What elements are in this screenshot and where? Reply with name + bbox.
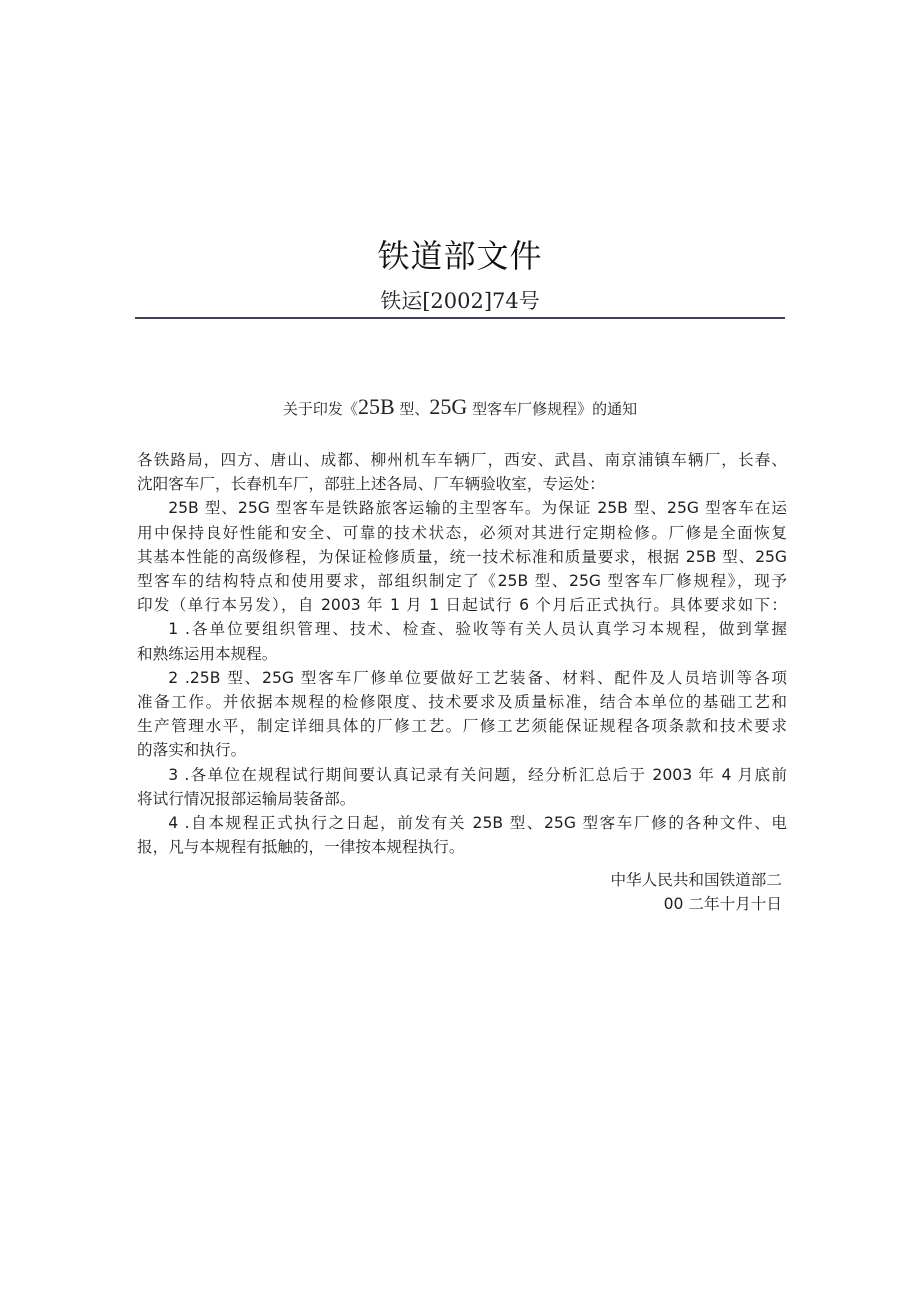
- item-line: 3 .各单位在规程试行期间要认真记录有关问题，经分析汇总后于 2003 年 4 月底前: [168, 765, 787, 784]
- intro-line: 印发（单行本另发），自 2003 年 1 月 1 日起试行 6 个月后正式执行。具体要求如下：: [137, 596, 787, 615]
- notice-title-model-25b: 25B: [357, 394, 395, 419]
- notice-title-model-25g: 25G: [429, 394, 468, 419]
- intro-paragraph: [137, 496, 787, 617]
- item-1-paragraph: [137, 617, 787, 665]
- item-line: 报，凡与本规程有抵触的，一律按本规程执行。: [137, 838, 465, 857]
- document-body: [137, 448, 787, 859]
- intro-line: 用中保持良好性能和安全、可靠的技术状态，必须对其进行定期检修。厂修是全面恢复: [137, 523, 787, 542]
- header-divider: [135, 317, 785, 319]
- signature-issuer: 中华人民共和国铁道部二: [610, 871, 782, 889]
- item-line: 的落实和执行。: [137, 741, 247, 760]
- recipients-line: 各铁路局，四方、唐山、成都、柳州机车车辆厂，西安、武昌、南京浦镇车辆厂，长春、: [137, 451, 787, 469]
- item-3-paragraph: [137, 763, 787, 811]
- notice-title-suffix: 型客车厂修规程》的通知: [467, 400, 638, 418]
- notice-title-mid: 型、: [394, 400, 430, 418]
- notice-title-prefix: 关于印发《: [282, 400, 358, 418]
- item-line: 准备工作。并依据本规程的检修限度、技术要求及质量标准，结合本单位的基础工艺和: [137, 693, 787, 712]
- intro-line: 25B 型、25G 型客车是铁路旅客运输的主型客车。为保证 25B 型、25G 型客车在运: [168, 499, 787, 518]
- item-line: 和熟练运用本规程。: [137, 644, 278, 663]
- intro-line: 型客车的结构特点和使用要求，部组织制定了《25B 型、25G 型客车厂修规程》，现予: [137, 572, 787, 591]
- item-line: 1 .各单位要组织管理、技术、检查、验收等有关人员认真学习本规程，做到掌握: [168, 620, 787, 639]
- signature-date: 00 二年十月十日: [663, 895, 782, 913]
- item-line: 将试行情况报部运输局装备部。: [137, 789, 356, 808]
- item-2-paragraph: [137, 666, 787, 763]
- document-number: 铁运[2002]74号: [380, 289, 540, 313]
- document-header-title: 铁道部文件: [377, 237, 543, 275]
- item-line: 2 .25B 型、25G 型客车厂修单位要做好工艺装备、材料、配件及人员培训等各项: [168, 668, 787, 687]
- notice-title: [0, 393, 920, 423]
- intro-line: 其基本性能的高级修程，为保证检修质量，统一技术标准和质量要求，根据 25B 型、25G: [137, 547, 787, 566]
- item-line: 生产管理水平，制定详细具体的厂修工艺。厂修工艺须能保证规程各项条款和技术要求: [137, 717, 787, 736]
- recipients-paragraph: [137, 448, 787, 496]
- recipients-line: 沈阳客车厂，长春机车厂，部驻上述各局、厂车辆验收室，专运处：: [137, 475, 605, 494]
- item-line: 4 .自本规程正式执行之日起，前发有关 25B 型、25G 型客车厂修的各种文件、电: [168, 814, 787, 833]
- item-4-paragraph: [137, 811, 787, 859]
